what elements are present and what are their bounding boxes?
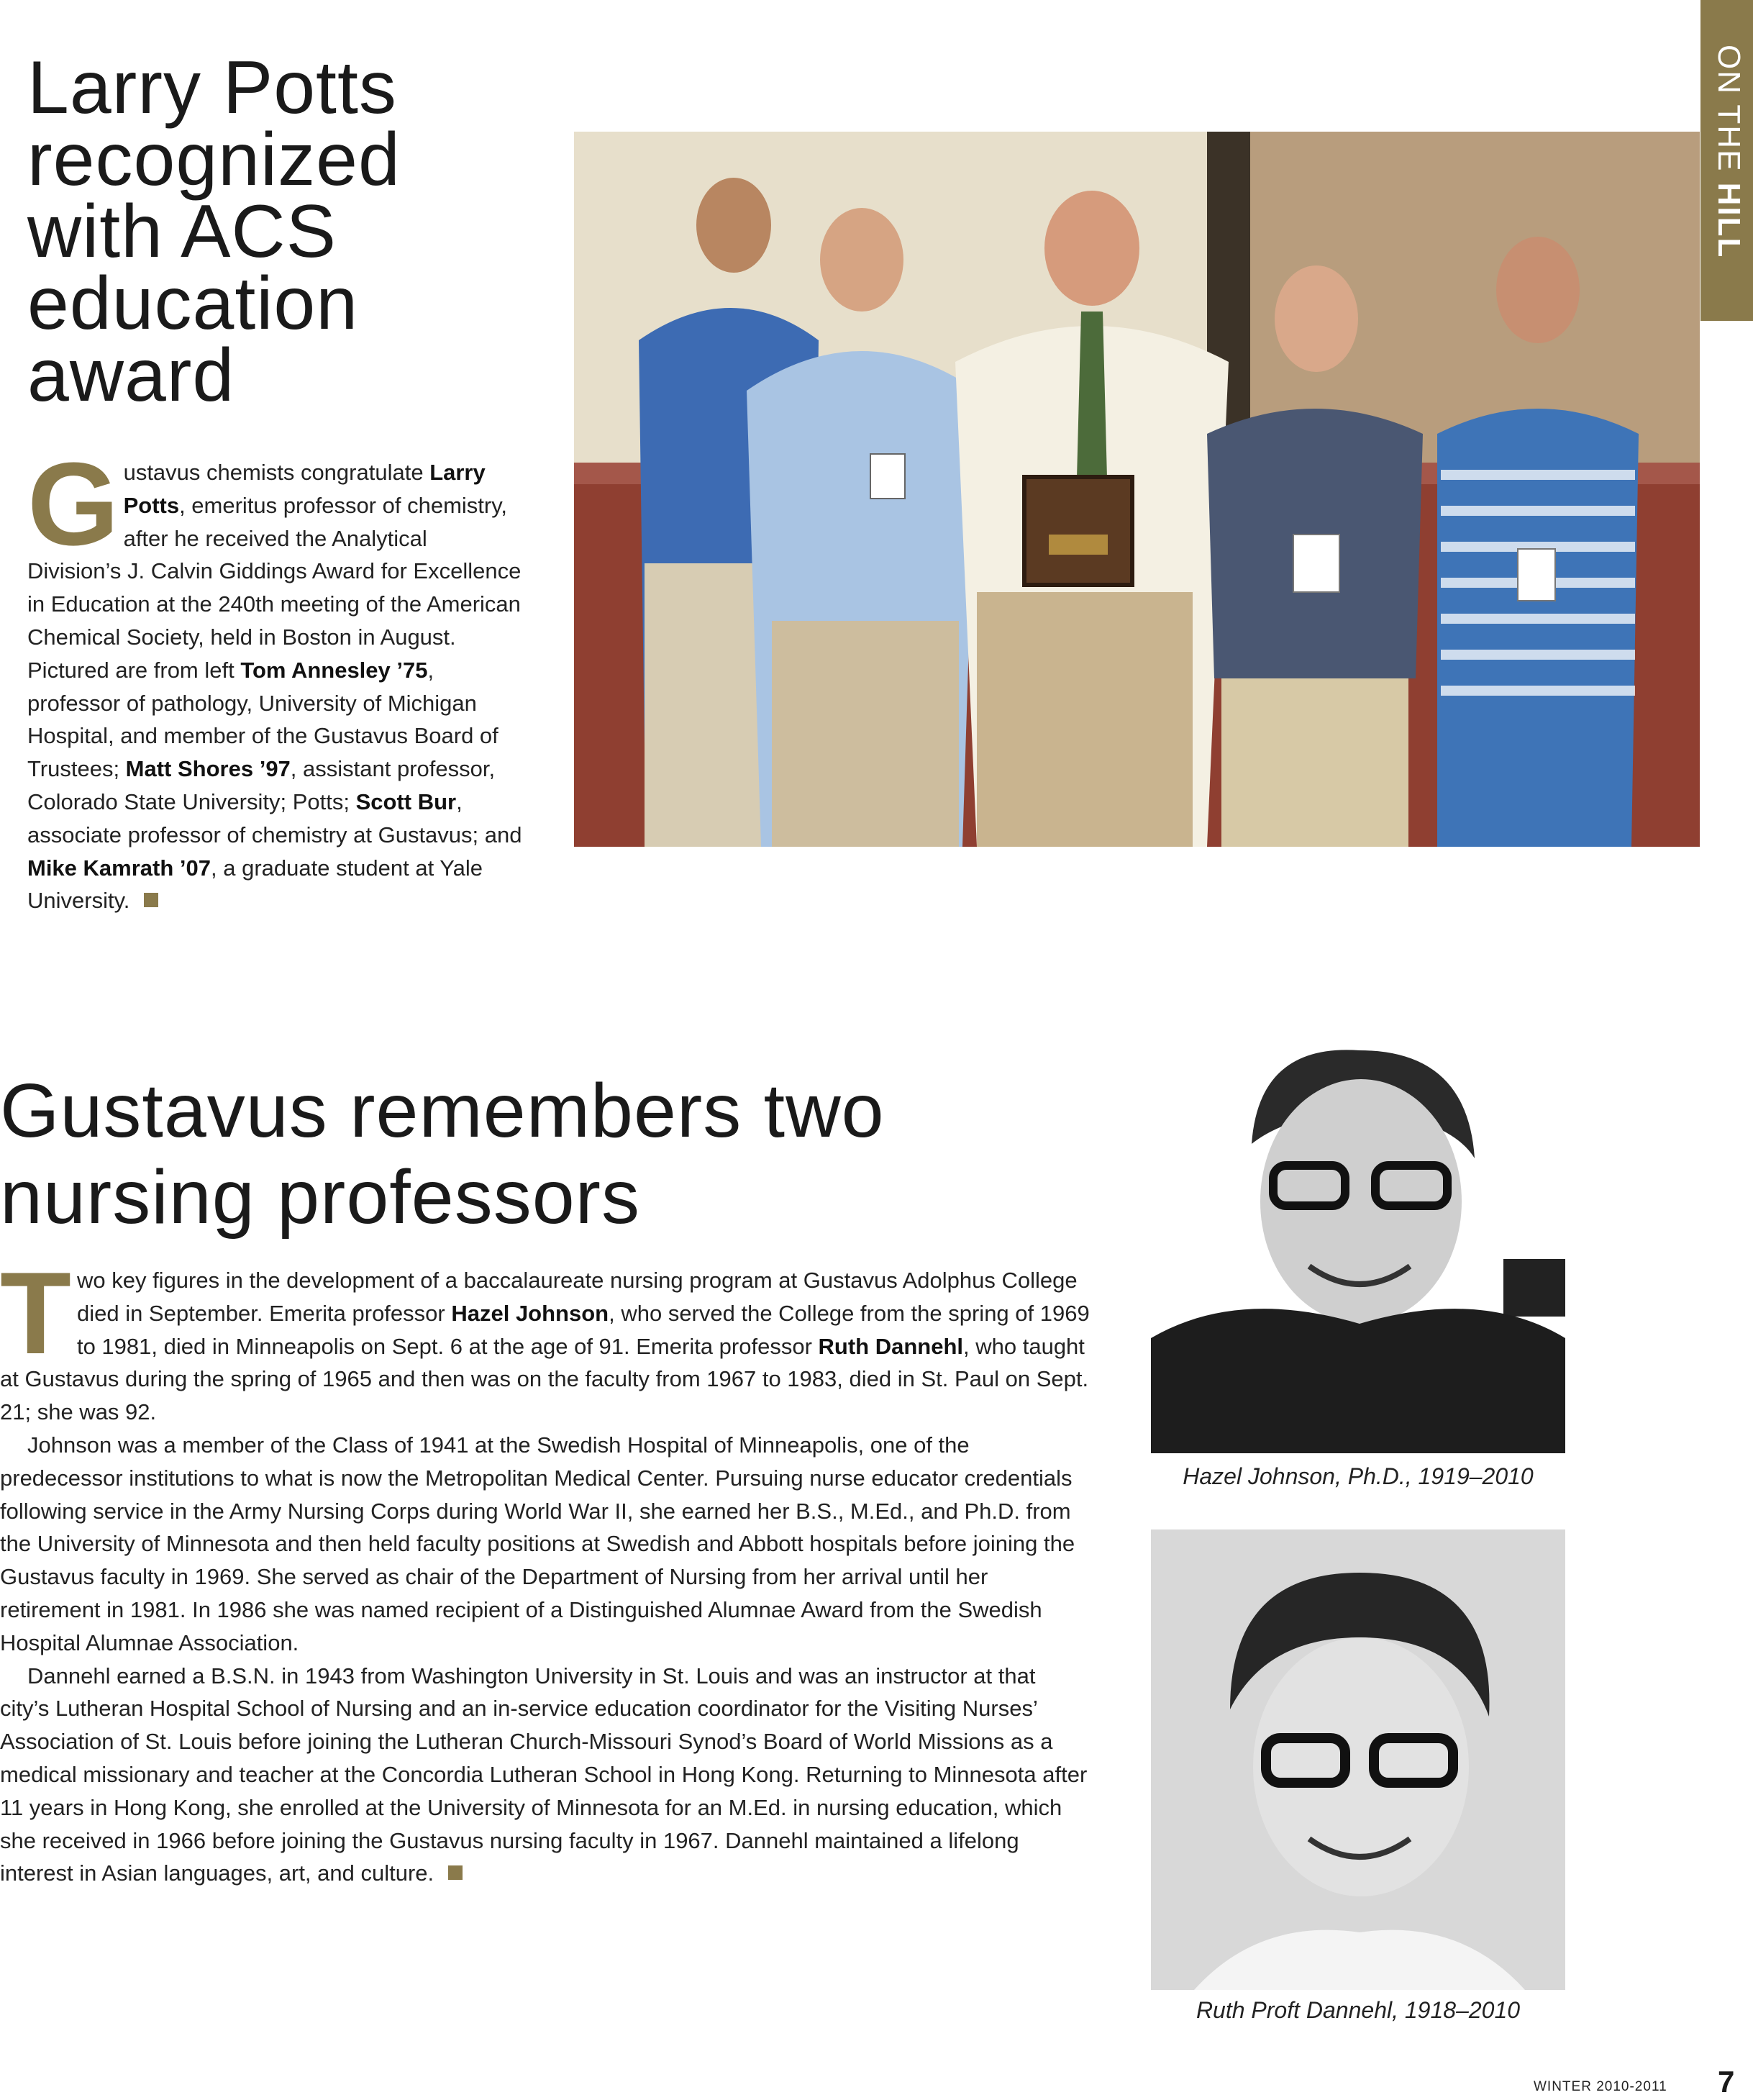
- section-tab-label: [1711, 45, 1747, 258]
- nursing-text-2: , who served the College from the spring of 1969 to 1981, died in Minneapolis on Sept. 6 at the age of 91. Emerita professor: [76, 1300, 1090, 1359]
- nursing-paragraph-3: [0, 1660, 1090, 1891]
- johnson-caption: Hazel Johnson, Ph.D., 1919–2010: [1183, 1463, 1534, 1489]
- nursing-dropcap: T: [0, 1248, 71, 1378]
- nursing-text-3: , who taught at Gustavus during the spring of 1965 and then was on the faculty from 1967 to 1983, died in St. Paul on Sept. 21; she was 92.: [0, 1333, 1089, 1425]
- bur-name: Scott Bur: [355, 788, 457, 814]
- nursing-paragraph-2: Johnson was a member of the Class of 1941 at the Swedish Hospital of Minneapolis, one of the predecessor institutions to what is now the Metropolitan Medical Center. Pursuing nurse educator credentials following service in the Army Nursing Corps during World War II, she earned her B.S., M.Ed., and Ph.D. from the University of Minnesota and then held faculty positions at Swedish and Abbott hospitals before joining the Gustavus faculty in 1969. She served as chair of the Department of Nursing from her arrival until her retirement in 1981. In 1986 she was named recipient of a Distinguished Alumnae Award from the Swedish Hospital Alumnae Association.: [0, 1432, 1075, 1655]
- dannehl-portrait: [1151, 1529, 1565, 1990]
- nursing-article-body: [0, 1248, 1090, 1890]
- section-tab-emphasis: HILL: [1711, 182, 1747, 259]
- potts-dropcap: G: [27, 438, 119, 570]
- potts-text-6: , a graduate student at Yale University.: [27, 855, 483, 914]
- johnson-portrait: [1151, 1022, 1565, 1453]
- dannehl-caption: Ruth Proft Dannehl, 1918–2010: [1196, 1997, 1521, 2023]
- annesley-name: Tom Annesley ’75: [240, 657, 428, 683]
- nursing-article-title: Gustavus remembers two nursing professors: [0, 1068, 885, 1240]
- potts-text-5: , associate professor of chemistry at Gustavus; and: [27, 788, 522, 847]
- page-number: 7: [1718, 2065, 1735, 2099]
- nursing-text-4: Dannehl earned a B.S.N. in 1943 from Washington University in St. Louis and was an instructor at that city’s Lutheran Hospital School of Nursing and an in-service education coordinator for the Visiting Nurses’ Association of St. Louis before joining the Lutheran Church-Missouri Synod’s Board of World Missions as a medical missionary and teacher at the Concordia Lutheran School in Hong Kong. Returning to Minnesota after 11 years in Hong Kong, she enrolled at the University of Minnesota for an M.Ed. in nursing education, which she received in 1966 before joining the Gustavus nursing faculty in 1967. Dannehl maintained a lifelong interest in Asian languages, art, and culture.: [0, 1663, 1088, 1886]
- potts-article-title: Larry Potts recognized with ACS education award: [27, 46, 401, 417]
- potts-text-2: , emeritus professor of chemistry, after he received the Analytical Division’s J. Calvin Giddings Award for Excellence in Education at the 240th meeting of the American Chemical Society, held in Boston in August. Pictured are from left: [27, 492, 522, 683]
- nursing-text-1: wo key figures in the development of a baccalaureate nursing program at Gustavus Adolphus College died in September. Emerita professor: [76, 1268, 1078, 1326]
- potts-name: Larry Potts: [123, 460, 486, 518]
- potts-text-1: ustavus chemists congratulate: [123, 460, 430, 485]
- johnson-name: Hazel Johnson: [451, 1300, 609, 1326]
- section-tab: [1700, 0, 1753, 321]
- group-photo: [574, 132, 1700, 847]
- end-mark: [448, 1865, 463, 1880]
- section-tab-prefix: ON THE: [1711, 45, 1747, 183]
- kamrath-name: Mike Kamrath ’07: [27, 855, 211, 881]
- potts-text-3: , professor of pathology, University of Michigan Hospital, and member of the Gustavus Board of Trustees;: [27, 657, 498, 782]
- end-mark: [144, 893, 158, 907]
- dannehl-name: Ruth Dannehl: [818, 1333, 964, 1359]
- issue-date: WINTER 2010-2011: [1534, 2079, 1667, 2094]
- potts-article-body: [27, 438, 524, 917]
- potts-text-4: , assistant professor, Colorado State University; Potts;: [27, 756, 496, 814]
- shores-name: Matt Shores ’97: [125, 756, 291, 782]
